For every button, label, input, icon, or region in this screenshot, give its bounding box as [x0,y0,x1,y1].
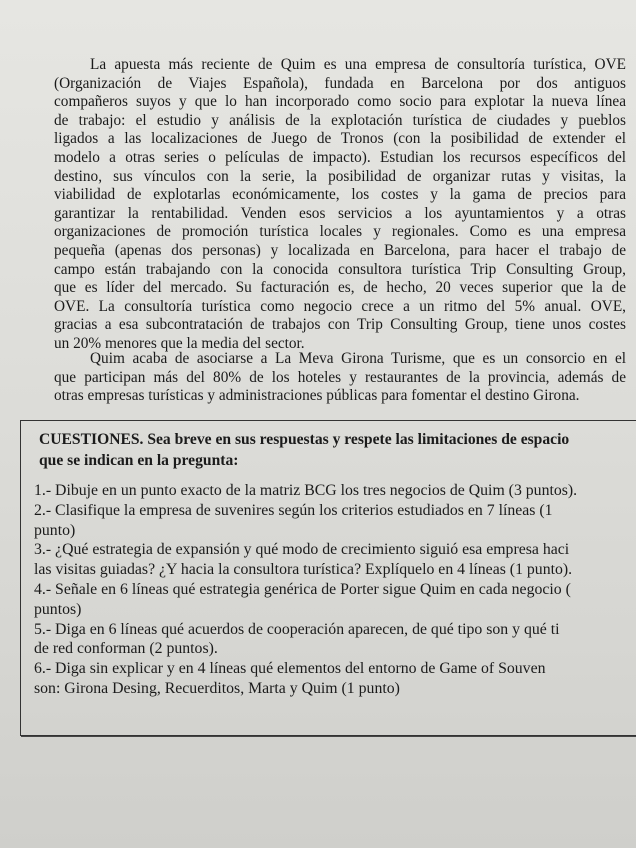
case-paragraph-ove [54,56,626,354]
question-line: las visitas guiadas? ¿Y hacia la consultora turística? Explíquelo en 4 líneas (1 punto). [34,561,573,579]
question-line: 4.- Señale en 6 líneas qué estrategia genérica de Porter sigue Quim en cada negocio ( [34,580,571,598]
text-line: de trabajo: el estudio y análisis de la explotación turística de ciudades y pueblos [54,111,626,129]
text-line: otras empresas turísticas y administraciones públicas para fomentar el destino Girona. [54,387,580,405]
text-line: pequeña (apenas dos personas) y localizada en Barcelona, para hacer el trabajo de [54,241,626,259]
question-line: son: Girona Desing, Recuerditos, Marta y Quim (1 punto) [34,679,400,697]
text-line: OVE. La consultoría turística como negocio crece a un ritmo del 5% anual. OVE, [54,297,626,315]
question-line: 5.- Diga en 6 líneas qué acuerdos de cooperación aparecen, de qué tipo son y qué ti [34,620,560,638]
text-line: que participan más del 80% de los hoteles y restaurantes de la provincia, además de [54,368,626,386]
heading-line: CUESTIONES. Sea breve en sus respuestas y respete las limitaciones de espacio [39,431,570,448]
questions-box [20,420,636,736]
text-line: destino, sus vínculos con la serie, la posibilidad de organizar rutas y visitas, la [54,167,626,185]
case-paragraph-girona [54,350,626,406]
questions-heading [39,429,636,471]
text-line: gracias a esa subcontratación de trabajos con Trip Consulting Group, tiene unos costes [54,316,626,334]
text-line: (Organización de Viajes Española), fundada en Barcelona por dos antiguos [54,74,626,92]
text-line: un 20% menores que la media del sector. [54,334,305,352]
text-line: ligados a las localizaciones de Juego de Tronos (con la posibilidad de extender el [54,130,626,148]
question-line: 2.- Clasifique la empresa de suvenires según los criterios estudiados en 7 líneas (1 [34,501,553,519]
text-line: viabilidad de explotarlas económicamente, los costes y la gama de precios para [54,186,626,204]
text-line: Quim acaba de asociarse a La Meva Girona Turisme, que es un consorcio en el [90,350,626,367]
question-line: 6.- Diga sin explicar y en 4 líneas qué elementos del entorno de Game of Souven [34,660,546,678]
questions-list [34,481,636,699]
text-line: compañeros suyos y que lo han incorporado como socio para explotar la nueva línea [54,93,626,111]
question-line: 1.- Dibuje en un punto exacto de la matriz BCG los tres negocios de Quim (3 puntos). [34,482,578,499]
text-line: que es líder del mercado. Su facturación es, de hecho, 20 veces superior que la de [54,279,626,297]
text-line: La apuesta más reciente de Quim es una empresa de consultoría turística, OVE [90,56,626,73]
text-line: organizaciones de promoción turística locales y regionales. Como es una empresa [54,223,626,241]
question-line: de red conforman (2 puntos). [34,640,218,658]
text-line: campo están trabajando con la conocida consultora turística Trip Consulting Group, [54,260,626,278]
text-line: modelo a otras series o películas de impacto). Estudian los recursos específicos del [54,148,626,166]
question-line: punto) [34,521,76,539]
heading-line: que se indican en la pregunta: [39,452,239,469]
text-line: garantizar la rentabilidad. Venden esos servicios a los ayuntamientos y a otras [54,204,626,222]
question-line: puntos) [34,600,82,618]
question-line: 3.- ¿Qué estrategia de expansión y qué modo de crecimiento siguió esa empresa haci [34,541,570,559]
